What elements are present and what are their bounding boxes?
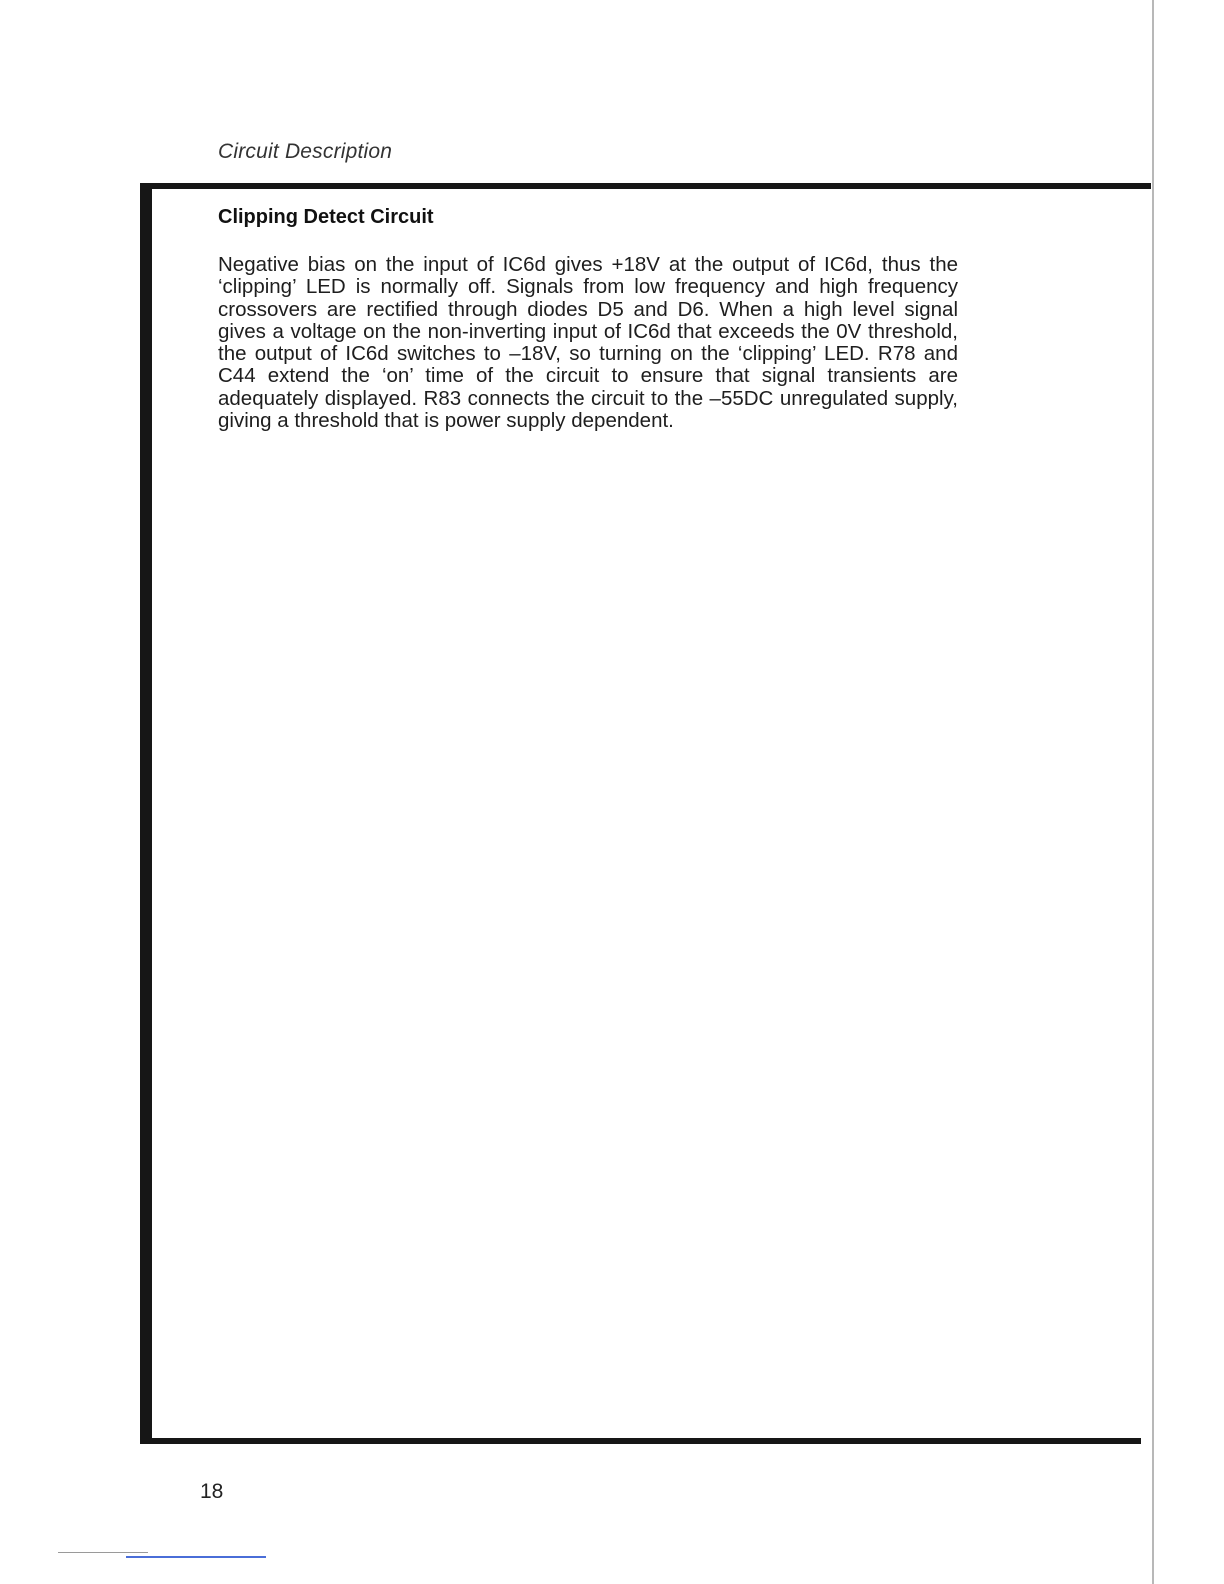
scan-artifact-dash: [58, 1552, 148, 1553]
scan-artifact-mark: [126, 1556, 266, 1558]
frame-bottom-rule: [140, 1438, 1141, 1444]
frame-top-rule: [152, 183, 1151, 189]
page-number: 18: [200, 1480, 224, 1503]
body-paragraph: Negative bias on the input of IC6d gives +18V at the output of IC6d, thus the ‘clipping’ LED is normally off. Signals from low frequency and high frequency crossovers are rectified through diodes D5 and D6. When a high level signal gives a voltage on the non-inverting input of IC6d that exceeds the 0V threshold, the output of IC6d switches to –18V, so turning on the ‘clipping’ LED. R78 and C44 extend the ‘on’ time of the circuit to ensure that signal transients are adequately displayed. R83 connects the circuit to the –55DC unregulated supply, giving a threshold that is power supply dependent.: [218, 253, 958, 433]
frame-left-rule: [140, 183, 152, 1443]
section-title: Clipping Detect Circuit: [218, 206, 434, 228]
running-header: Circuit Description: [218, 140, 393, 163]
page-edge-shadow: [1152, 0, 1154, 1584]
